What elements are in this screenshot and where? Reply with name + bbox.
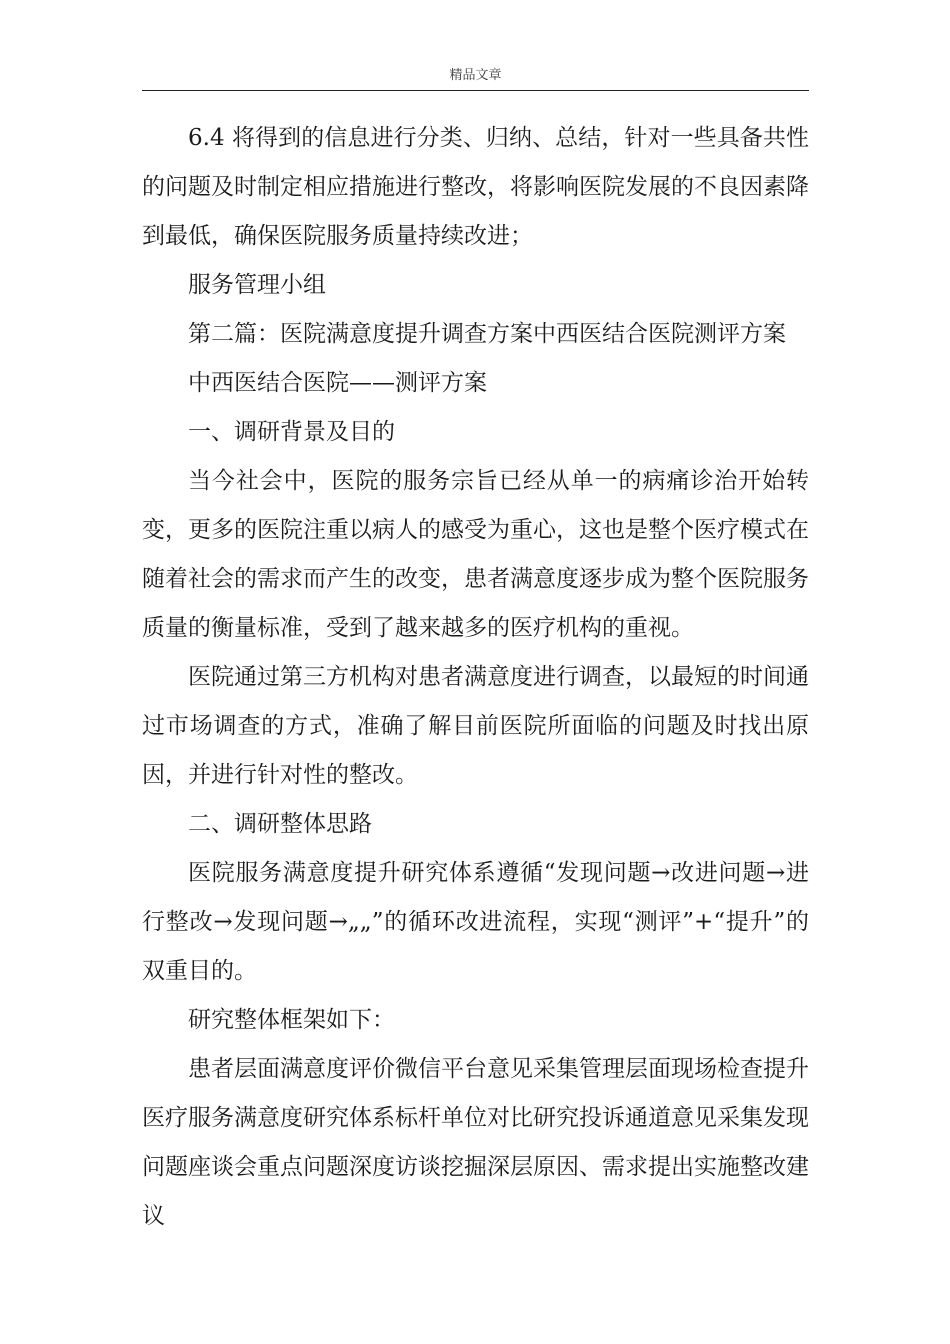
document-body	[142, 114, 809, 1241]
paragraph-signature: 服务管理小组	[188, 272, 326, 298]
paragraph-approach: 医院服务满意度提升研究体系遵循“发现问题→改进问题→进行整改→发现问题→„„”的循环改进流程，实现“测评”+“提升”的双重目的。	[142, 860, 809, 984]
header-title: 精品文章	[449, 68, 502, 83]
paragraph-framework-intro: 研究整体框架如下：	[188, 1007, 395, 1033]
paragraph-third-party: 医院通过第三方机构对患者满意度进行调查，以最短的时间通过市场调查的方式，准确了解目前医院所面临的问题及时找出原因，并进行针对性的整改。	[142, 664, 809, 788]
heading-approach: 二、调研整体思路	[188, 811, 372, 837]
paragraph-framework: 患者层面满意度评价微信平台意见采集管理层面现场检查提升医疗服务满意度研究体系标杆单位对比研究投诉通道意见采集发现问题座谈会重点问题深度访谈挖掘深层原因、需求提出实施整改建议	[142, 1056, 809, 1229]
document-subtitle: 中西医结合医院——测评方案	[188, 370, 487, 396]
paragraph-background: 当今社会中，医院的服务宗旨已经从单一的病痛诊治开始转变，更多的医院注重以病人的感受为重心，这也是整个医疗模式在随着社会的需求而产生的改变，患者满意度逐步成为整个医院服务质量的衡量标准，受到了越来越多的医疗机构的重视。	[142, 468, 809, 641]
page-header	[142, 66, 809, 91]
section-title-part-two: 第二篇：医院满意度提升调查方案中西医结合医院测评方案	[188, 321, 786, 347]
heading-background: 一、调研背景及目的	[188, 419, 395, 445]
paragraph-6-4: 6.4 将得到的信息进行分类、归纳、总结，针对一些具备共性的问题及时制定相应措施进行整改，将影响医院发展的不良因素降到最低，确保医院服务质量持续改进；	[142, 125, 809, 249]
